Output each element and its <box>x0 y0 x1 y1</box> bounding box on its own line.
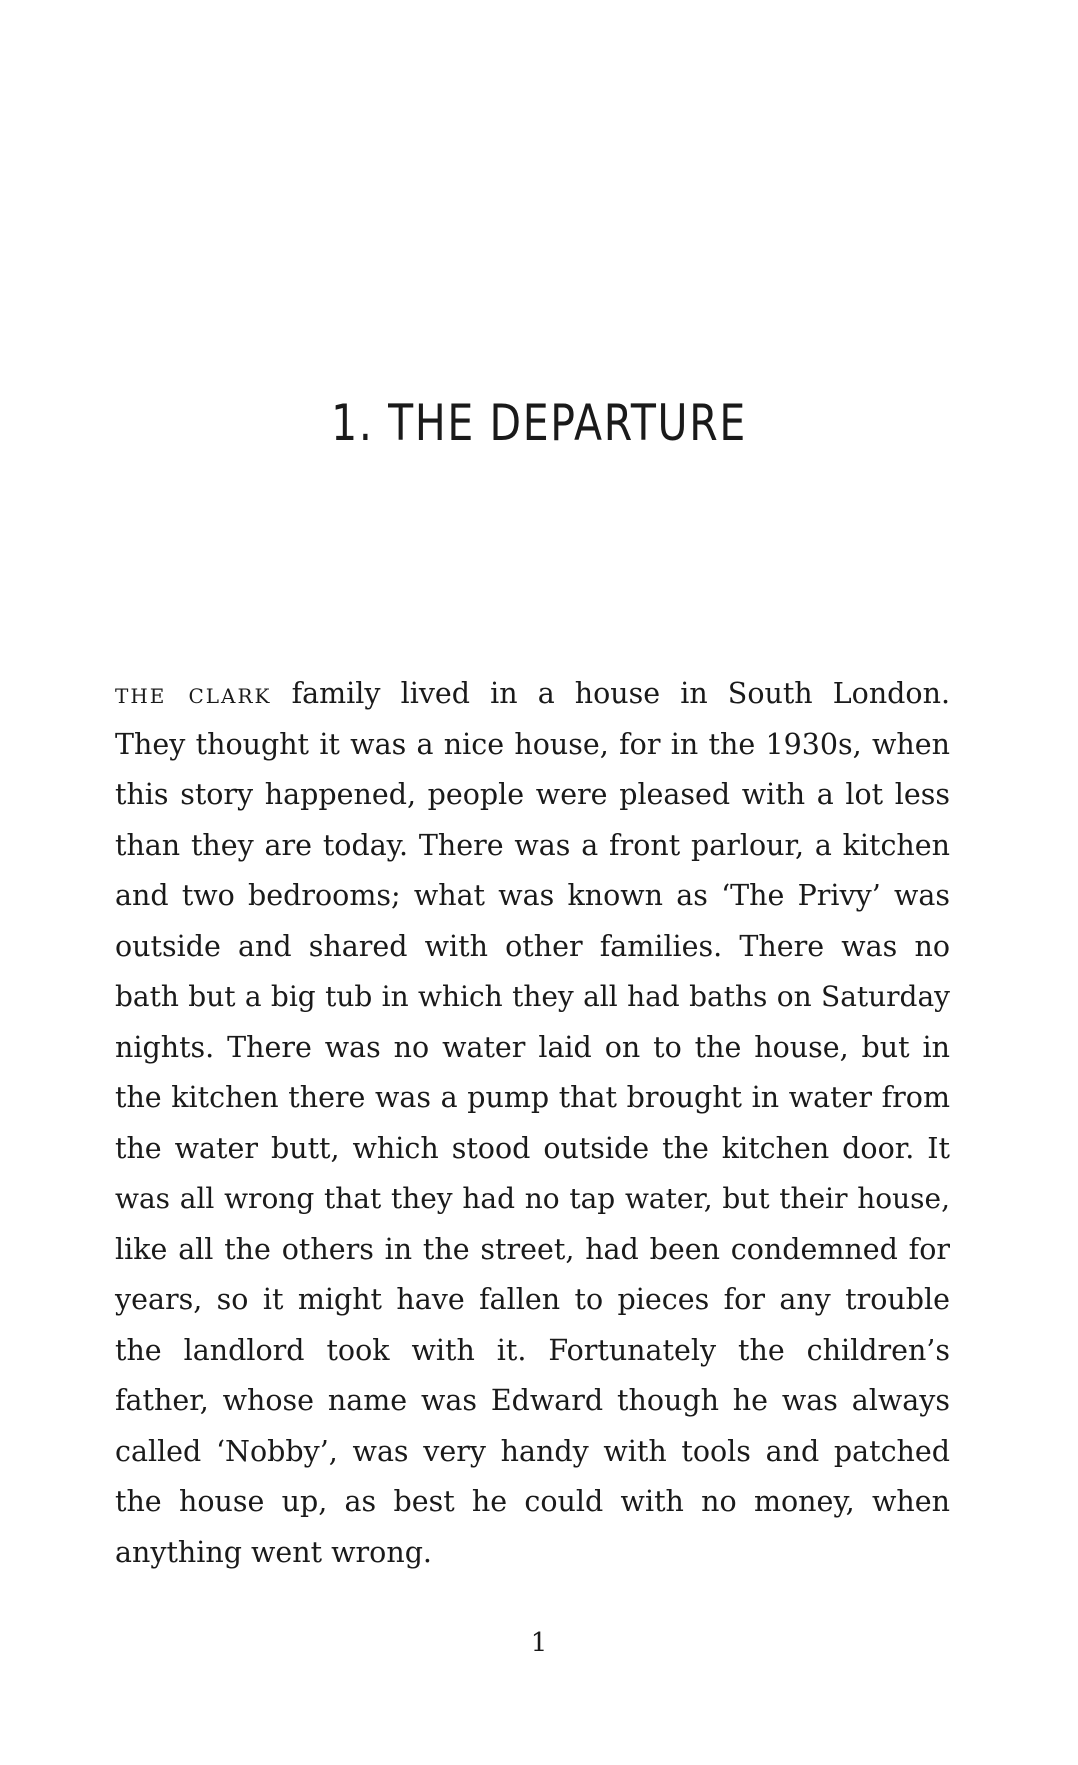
text-line: the kitchen there was a pump that brought in water from <box>115 1081 950 1114</box>
text-line: than they are today. There was a front parlour, a kitchen <box>115 828 950 862</box>
chapter-title: 1. THE DEPARTURE <box>331 394 747 452</box>
text-line: They thought it was a nice house, for in the 1930s, when <box>115 727 950 761</box>
text-line: like all the others in the street, had been condemned for <box>115 1232 950 1266</box>
text-line: the house up, as best he could with no money, when <box>115 1485 950 1518</box>
text-line: this story happened, people were pleased with a lot less <box>115 778 950 811</box>
page-number: 1 <box>530 1628 548 1658</box>
text-line: father, whose name was Edward though he was always <box>115 1384 950 1417</box>
text-line: and two bedrooms; what was known as ‘The Privy’ was <box>115 879 950 912</box>
text-line-last: anything went wrong. <box>115 1535 432 1569</box>
text-line: nights. There was no water laid on to the house, but in <box>115 1030 950 1064</box>
text-line: was all wrong that they had no tap water, but their house, <box>115 1182 950 1215</box>
text-line <box>115 669 950 720</box>
body-paragraph <box>115 669 950 1578</box>
text-line: outside and shared with other families. There was no <box>115 929 950 963</box>
text-line: years, so it might have fallen to pieces for any trouble <box>115 1283 950 1316</box>
text-line-content: family lived in a house in South London. <box>271 677 950 710</box>
text-line: called ‘Nobby’, was very handy with tools and patched <box>115 1434 950 1468</box>
lead-in-smallcaps: the clark <box>115 677 272 710</box>
text-line: the landlord took with it. Fortunately the children’s <box>115 1333 950 1367</box>
text-line: bath but a big tub in which they all had baths on Saturday <box>115 980 950 1013</box>
text-line: the water butt, which stood outside the kitchen door. It <box>115 1131 950 1165</box>
